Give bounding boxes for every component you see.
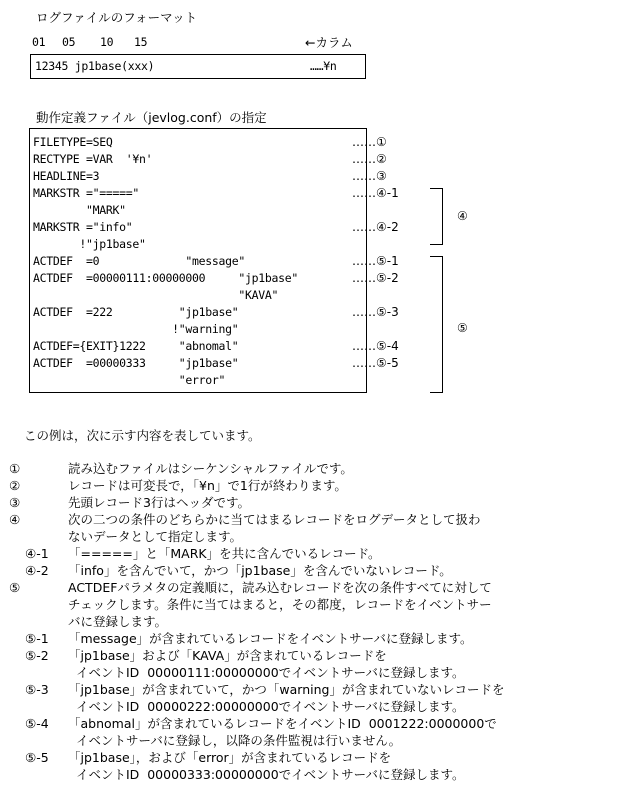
item-text: チェックします。条件に当てはまると，その都度，レコードをイベントサー <box>68 597 492 612</box>
item-text: 「message」が含まれているレコードをイベントサーバに登録します。 <box>68 631 473 646</box>
item-marker: ③ <box>9 495 21 510</box>
item-text: 「abnomal」が含まれているレコードをイベントID 0001222:0000000で <box>68 716 497 731</box>
marker-4-2: ……④-2 <box>352 220 399 234</box>
column-ruler-01: 01 <box>32 35 46 49</box>
item-text: 先頭レコード3行はヘッダです。 <box>68 495 250 510</box>
item-text: イベントID 00000333:00000000でイベントサーバに登録します。 <box>68 767 465 782</box>
item-text: 読み込むファイルはシーケンシャルファイルです。 <box>68 461 353 476</box>
item-marker: ② <box>9 478 21 493</box>
item-text: イベントID 00000111:00000000でイベントサーバに登録します。 <box>68 665 465 680</box>
item-text: 次の二つの条件のどちらかに当てはまるレコードをログデータとして扱わ <box>68 512 481 527</box>
explanation-intro: この例は，次に示す内容を表しています。 <box>24 428 261 443</box>
bracket-4-label: ④ <box>457 209 468 223</box>
item-text: 「jp1base」，および「error」が含まれているレコードを <box>68 750 392 765</box>
marker-5-3: ……⑤-3 <box>352 305 399 319</box>
item-text: 「=====」と「MARK」を共に含んでいるレコード。 <box>68 546 381 561</box>
item-marker: ④ <box>9 512 21 527</box>
item-text: ACTDEFパラメタの定義順に，読み込むレコードを次の条件すべてに対して <box>68 580 492 595</box>
conf-line: ACTDEF =00000333 "jp1base" <box>33 356 239 370</box>
marker-3: ……③ <box>352 169 387 183</box>
conf-line: "MARK" <box>33 203 126 217</box>
conf-line: ACTDEF =0 "message" <box>33 254 245 268</box>
item-text: バに登録します。 <box>68 614 168 629</box>
conf-line: "error" <box>33 373 226 387</box>
item-text: 「jp1base」が含まれていて，かつ「warning」が含まれていないレコードを <box>68 682 505 697</box>
column-label: ←カラム <box>305 35 353 50</box>
marker-5-4: ……⑤-4 <box>352 339 399 353</box>
item-marker: ⑤-2 <box>25 648 49 663</box>
conf-line: !"warning" <box>33 322 239 336</box>
conf-line: ACTDEF =00000111:00000000 "jp1base" <box>33 271 298 285</box>
marker-5-5: ……⑤-5 <box>352 356 399 370</box>
conf-section-title: 動作定義ファイル（jevlog.conf）の指定 <box>36 110 267 125</box>
item-text: 「jp1base」および「KAVA」が含まれているレコードを <box>68 648 387 663</box>
conf-line: FILETYPE=SEQ <box>33 135 113 149</box>
item-marker: ④-1 <box>25 546 49 561</box>
marker-2: ……② <box>352 152 387 166</box>
item-marker: ④-2 <box>25 563 49 578</box>
item-marker: ⑤-1 <box>25 631 49 646</box>
item-marker: ⑤ <box>9 580 21 595</box>
column-ruler-10: 10 <box>100 35 114 49</box>
log-sample-line: 12345 jp1base(xxx) <box>35 59 155 73</box>
marker-1: ……① <box>352 135 387 149</box>
bracket-5-label: ⑤ <box>457 321 468 335</box>
item-text: ないデータとして指定します。 <box>68 529 243 544</box>
conf-line: RECTYPE =VAR '¥n' <box>33 152 153 166</box>
conf-line: ACTDEF =222 "jp1base" <box>33 305 239 319</box>
item-marker: ⑤-4 <box>25 716 49 731</box>
column-ruler-05: 05 <box>62 35 76 49</box>
marker-5-2: ……⑤-2 <box>352 271 399 285</box>
item-text: 「info」を含んでいて，かつ「jp1base」を含んでいないレコード。 <box>68 563 452 578</box>
conf-line: !"jp1base" <box>33 237 146 251</box>
item-marker: ⑤-5 <box>25 750 49 765</box>
conf-line: "KAVA" <box>33 288 279 302</box>
item-marker: ① <box>9 461 21 476</box>
log-format-title: ログファイルのフォーマット <box>36 10 198 25</box>
item-text: イベントサーバに登録し，以降の条件監視は行いません。 <box>68 733 402 748</box>
conf-line: MARKSTR ="info" <box>33 220 133 234</box>
conf-line: HEADLINE=3 <box>33 169 100 183</box>
item-marker: ⑤-3 <box>25 682 49 697</box>
marker-4-1: ……④-1 <box>352 186 399 200</box>
item-text: イベントID 00000222:00000000でイベントサーバに登録します。 <box>68 699 465 714</box>
conf-line: MARKSTR ="=====" <box>33 186 139 200</box>
conf-line: ACTDEF={EXIT}1222 "abnomal" <box>33 339 239 353</box>
log-sample-line-end: ……¥n <box>310 59 337 73</box>
marker-5-1: ……⑤-1 <box>352 254 399 268</box>
column-ruler-15: 15 <box>134 35 148 49</box>
item-text: レコードは可変長で，「¥n」で1行が終わります。 <box>68 478 347 493</box>
